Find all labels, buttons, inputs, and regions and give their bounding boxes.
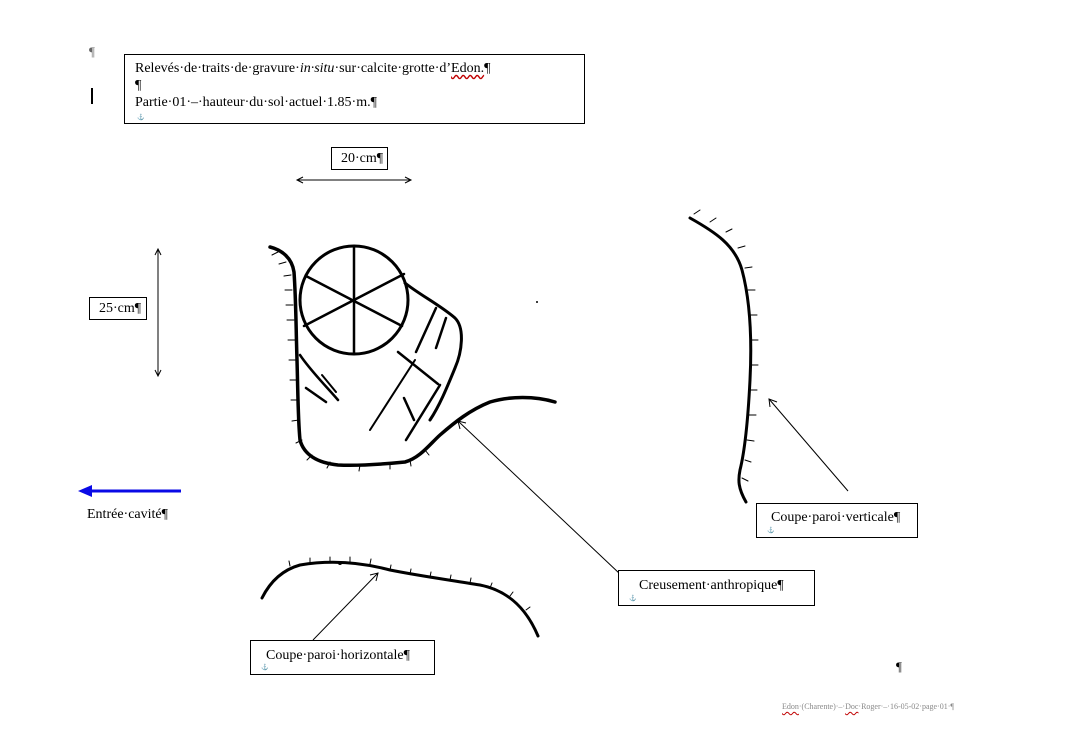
footer-part: ·(Charente)·–· [798,702,846,711]
entrance-label: Entrée·cavité¶ [87,507,168,522]
vertical-scale-label[interactable]: 25·cm¶ [89,297,147,320]
vertical-wall-profile [690,210,758,502]
engraving-outline [270,246,555,471]
footer-part: ·Roger·–·16-05-02·page·01·¶ [858,702,955,711]
horizontal-scale-label[interactable]: 20·cm¶ [331,147,388,170]
horizontal-wall-profile [262,557,538,636]
title-part: Relevés·de·traits·de·gravure· [135,61,300,76]
stray-dot [536,301,538,303]
title-italic: in·situ [299,61,335,76]
title-part: ·sur·calcite·grotte·d’ [334,61,452,76]
title-line-1 [135,60,574,77]
pilcrow-mark-bottom: ¶ [896,659,902,674]
anchor-icon: ⚓ [261,665,269,671]
anthropic-digging-text: Creusement·anthropique¶ [639,578,784,593]
horizontal-section-label[interactable] [250,640,435,675]
title-text-box[interactable] [124,54,585,124]
footer-location: Edon [782,702,799,711]
title-part: ¶ [484,61,491,76]
vertical-section-label[interactable] [756,503,918,538]
stray-dot [338,561,342,565]
entrance-arrow [78,485,181,497]
horizontal-scale-arrow [297,177,411,183]
footer-doc: Doc [845,702,859,711]
title-line-3: Partie·01·–·hauteur·du·sol·actuel·1.85·m.¶ [135,95,377,110]
anthropic-digging-label[interactable] [618,570,815,606]
anchor-icon: ⚓ [137,115,145,121]
title-spell-underlined: Edon. [451,61,485,76]
horizontal-section-text: Coupe·paroi·horizontale¶ [266,648,410,663]
anchor-icon: ⚓ [629,596,637,602]
anchor-icon: ⚓ [767,528,775,534]
title-line-2: ¶ [135,78,142,93]
vertical-section-text: Coupe·paroi·verticale¶ [771,510,901,525]
footer-text [782,702,954,711]
pilcrow-mark: ¶ [89,44,95,59]
vertical-scale-arrow [155,249,161,376]
